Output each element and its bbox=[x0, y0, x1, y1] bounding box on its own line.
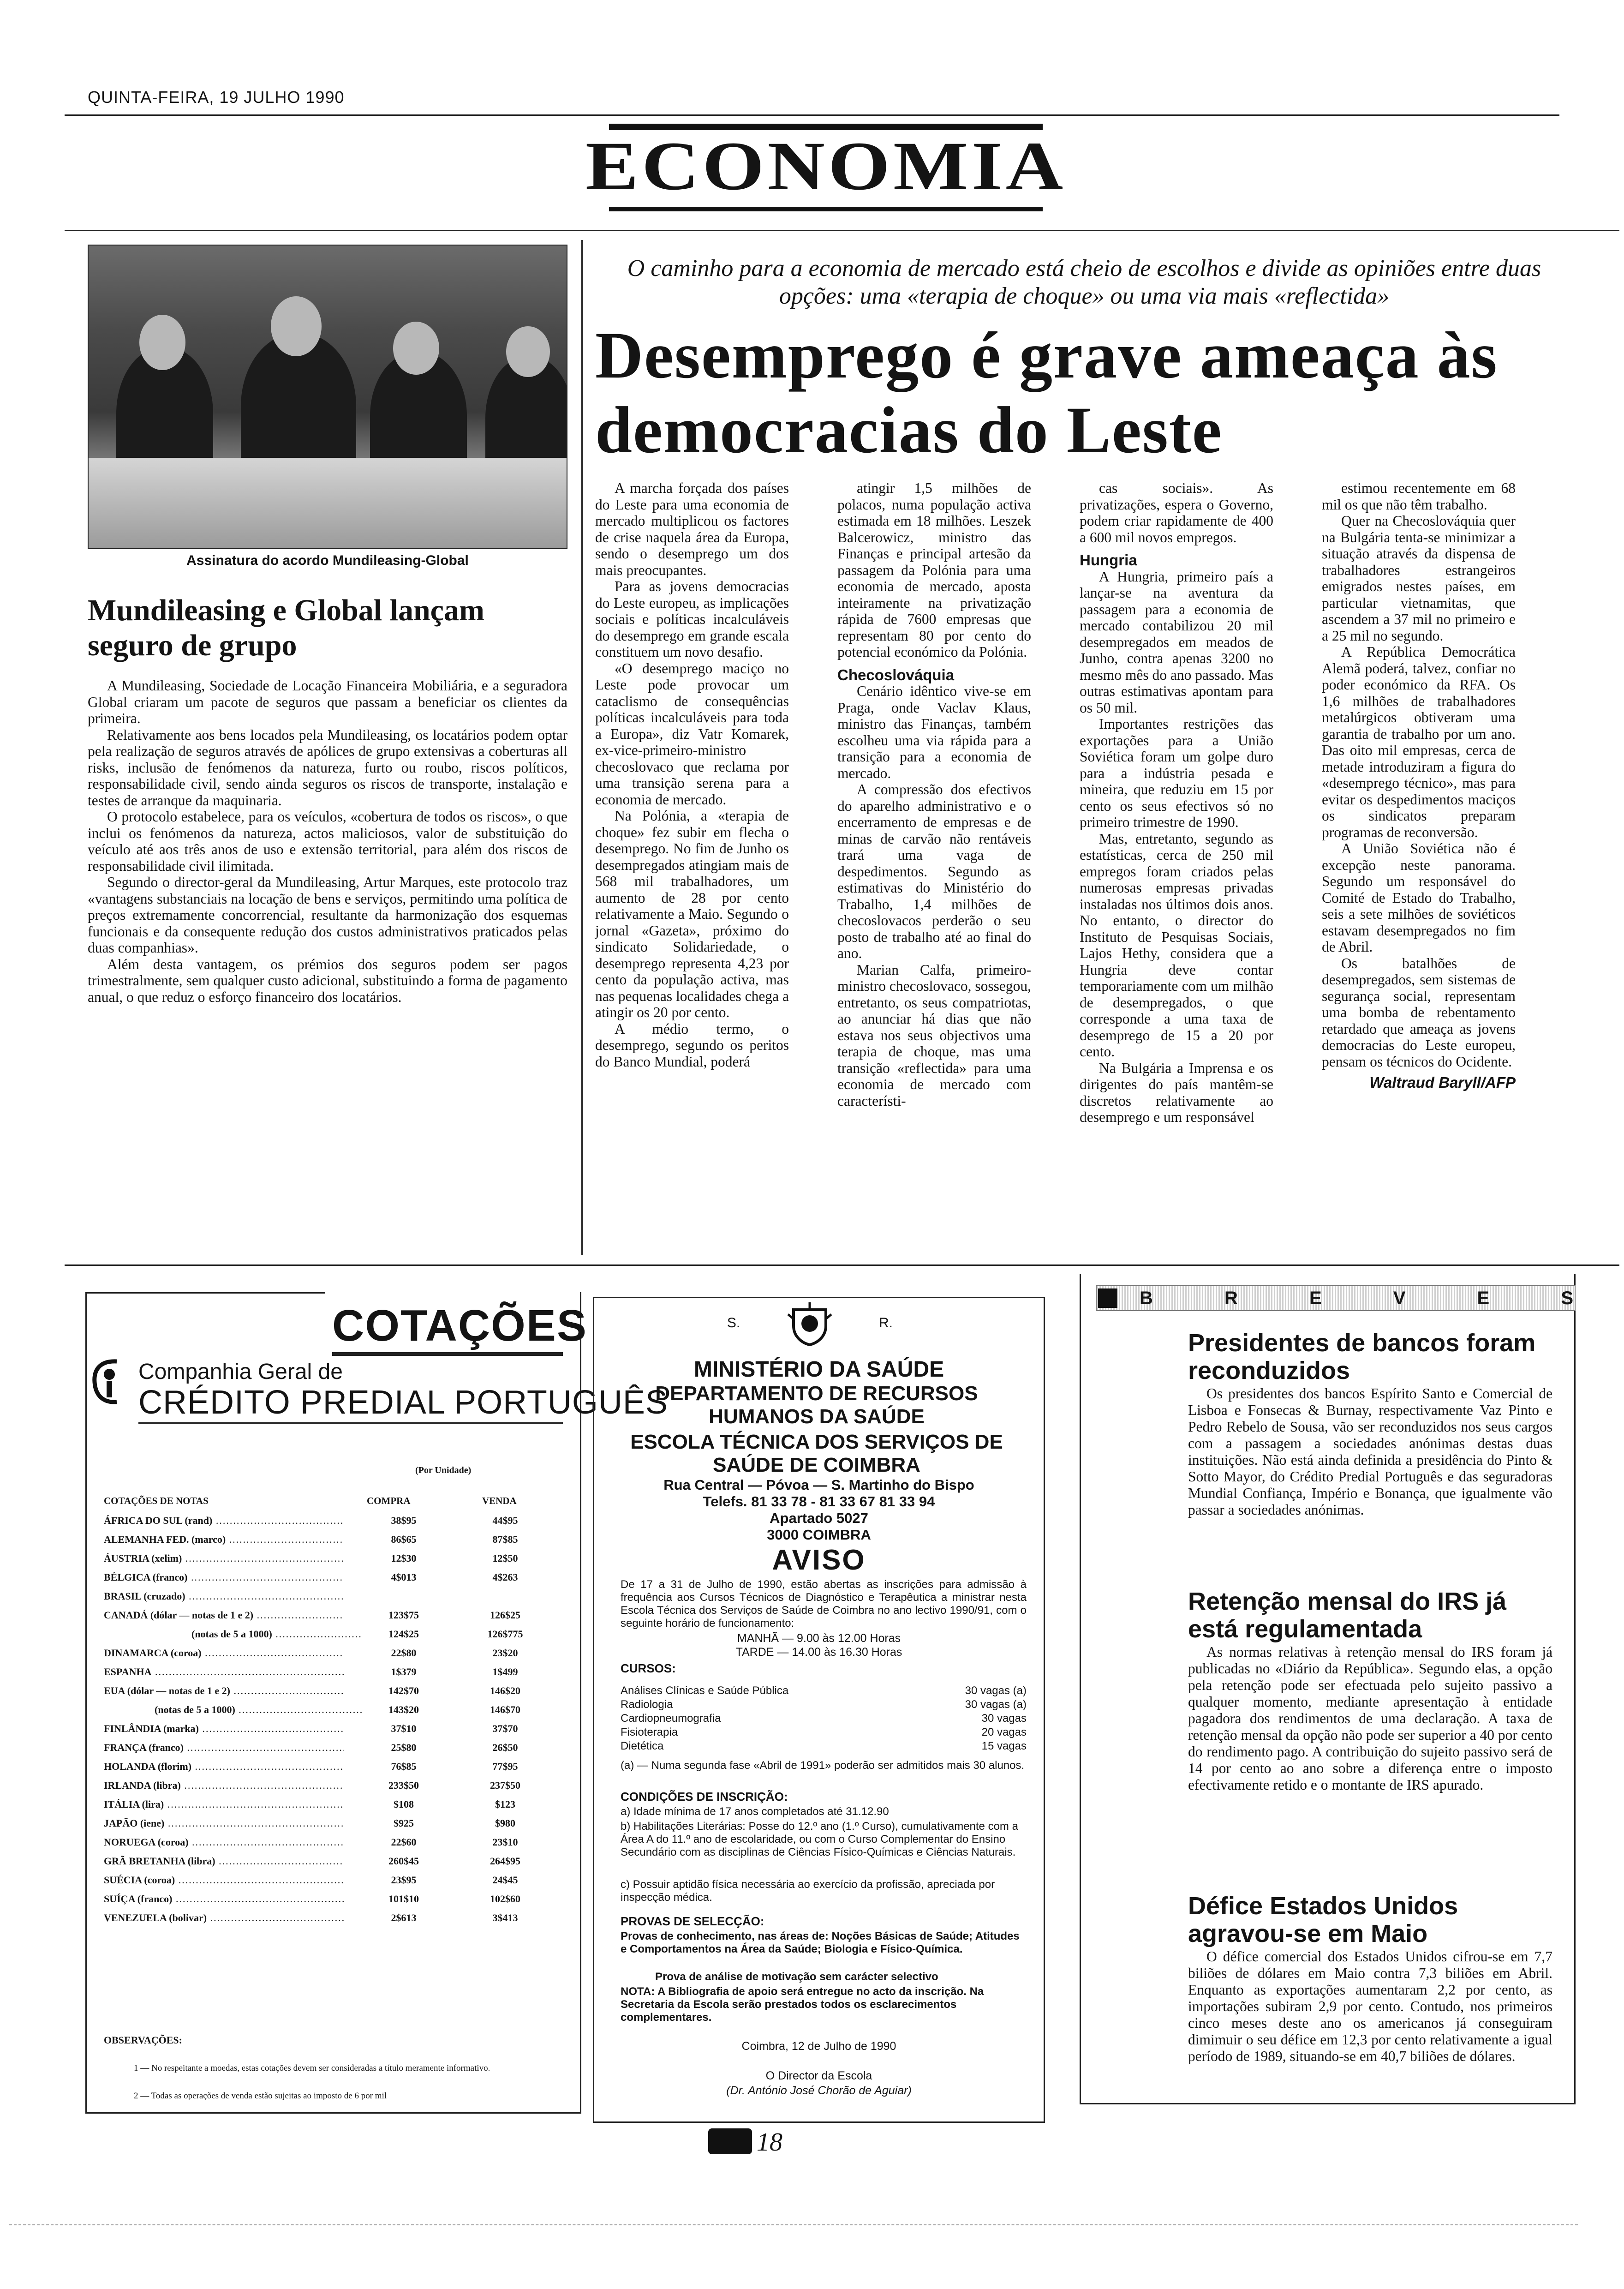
aviso-address-3: Apartado 5027 bbox=[770, 1510, 868, 1526]
paragraph: Mas, entretanto, segundo as estatísticas, cerca de 250 mil empregos foram criados pelas numerosas empresas privadas instaladas nos últimos dois anos. No entanto, o director do Instituto de Pesquisas Sociais, Lajos Hethy, considera que a Hungria deve contar temporariamente com um milhão de desempregados, o que corresponde a uma taxa de desemprego de 15 a 20 por cento. bbox=[1080, 830, 1273, 1060]
table-row: SUÉCIA (coroa) ..... 23$95 24$45 bbox=[104, 1874, 537, 1891]
observation-1: 1 — No respeitante a moedas, estas cotações devem ser consideradas a título meramente informativo. bbox=[134, 2063, 490, 2073]
photo-caption: Assinatura do acordo Mundileasing-Global bbox=[186, 553, 469, 568]
course-item: Cardiopneumografia 30 vagas bbox=[621, 1712, 1027, 1725]
conditions-title: CONDIÇÕES DE INSCRIÇÃO: bbox=[621, 1790, 788, 1804]
newspaper-logo-icon bbox=[708, 2128, 752, 2154]
aviso-place-date: Coimbra, 12 de Julho de 1990 bbox=[741, 2040, 896, 2053]
paragraph: Na Bulgária a Imprensa e os dirigentes do país mantêm-se discretos relativamente ao desemprego e um responsável bbox=[1080, 1060, 1273, 1125]
paragraph: Segundo o director-geral da Mundileasing, Artur Marques, este protocolo traz «vantagens substanciais na locação de bens e serviços, permitindo uma política de preços extremamente concorrencial, resultante da harmonização dos esquemas funcionais e da consequente redução dos custos administrativos praticados pelas duas companhias». bbox=[88, 874, 567, 956]
paragraph: Na Polónia, a «terapia de choque» fez subir em flecha o desemprego. No fim de Junho os desempregados atingiam mais de 568 mil trabalhadores, um aumento de 28 por cento relativamente a Maio. Segundo o jornal «Gazeta», próximo do sindicato Solidariedade, o desemprego representa 4,23 por cento da população activa, mas nas pequenas localidades chega a atingir os 20 por cento. bbox=[595, 808, 789, 1020]
course-item: Fisioterapia 20 vagas bbox=[621, 1726, 1027, 1738]
aviso-address-4: 3000 COIMBRA bbox=[767, 1527, 871, 1543]
left-story-headline: Mundileasing e Global lançam seguro de grupo bbox=[88, 593, 484, 662]
table-row: NORUEGA (coroa) ..... 22$60 23$10 bbox=[104, 1836, 537, 1853]
courses-title: CURSOS: bbox=[621, 1661, 676, 1675]
table-row: ÁFRICA DO SUL (rand) ..... 38$95 44$95 bbox=[104, 1515, 537, 1531]
aviso-morning: MANHÃ — 9.00 às 12.00 Horas bbox=[737, 1632, 901, 1645]
paragraph: Cenário idêntico vive-se em Praga, onde Vaclav Klaus, ministro das Finanças, também escolheu uma via rápida para a transição para a economia de mercado. bbox=[837, 683, 1031, 781]
col-header-sell: VENDA bbox=[482, 1495, 517, 1506]
table-row: JAPÃO (iene) ..... $925 $980 bbox=[104, 1817, 537, 1834]
aviso-signer-name: (Dr. António José Chorão de Aguiar) bbox=[726, 2084, 912, 2097]
paragraph: A médio termo, o desemprego, segundo os peritos do Banco Mundial, poderá bbox=[595, 1020, 789, 1070]
breve-text: Os presidentes dos bancos Espírito Santo e Comercial de Lisboa e Fonsecas & Burnay, respectivamente Vaz Pinto e Pedro Rebelo de Sousa, vão ser reconduzidos nos seus cargos com a passagem a sociedades anónimas destas duas instituições. Não está ainda definida a presidência do Pinto & Sotto Mayor, do Crédito Predial Português e das seguradoras Mundial Confiança, Império e Bonança, que igualmente vão passar a sociedades anónimas. bbox=[1188, 1385, 1552, 1518]
table-row: DINAMARCA (coroa) ..... 22$80 23$20 bbox=[104, 1647, 537, 1664]
company-name: CRÉDITO PREDIAL PORTUGUÊS bbox=[138, 1384, 668, 1421]
table-row: ESPANHA ..... 1$379 1$499 bbox=[104, 1666, 537, 1683]
aviso-afternoon: TARDE — 14.00 às 16.30 Horas bbox=[735, 1646, 902, 1659]
paragraph: A marcha forçada dos países do Leste para uma economia de mercado multiplicou os factores de crise naquela área da Europa, sendo o desemprego um dos mais preocupantes. bbox=[595, 480, 789, 578]
table-row: FINLÂNDIA (marka) ..... 37$10 37$70 bbox=[104, 1723, 537, 1739]
bottom-section-rule bbox=[65, 1264, 1619, 1266]
paragraph: atingir 1,5 milhões de polacos, numa população activa estimada em 18 milhões. Leszek Balcerowicz, ministro das Finanças e principal artesão da passagem da Polónia para uma economia de mercado, aposta inteiramente na privatização rápida de 7600 empresas que representam 80 por cento do potencial económico da Polónia. bbox=[837, 480, 1031, 660]
course-item: Análises Clínicas e Saúde Pública 30 vagas (a) bbox=[621, 1684, 1027, 1697]
breve-headline: Défice Estados Unidos agravou-se em Maio bbox=[1188, 1892, 1458, 1947]
paragraph: A Hungria, primeiro país a lançar-se na aventura da passagem para a economia de mercado contabilizou 20 mil desempregados em meados de Junho, contra apenas 3200 no mesmo mês do ano passado. Mas outras estimativas apontam para os 50 mil. bbox=[1080, 568, 1273, 716]
company-rule bbox=[138, 1422, 563, 1424]
paragraph: Quer na Checoslováquia quer na Bulgária tenta-se minimizar a situação através da dispensa de trabalhadores estrangeiros emigrados nestes países, em particular vietnamitas, que ascendem a 37 mil no primeiro e a 25 mil no segundo. bbox=[1322, 513, 1516, 644]
paragraph: A República Democrática Alemã poderá, talvez, confiar no poder económico da RFA. Os 1,6 milhões de trabalhadores metalúrgicos obtiveram uma garantia de trabalho por um ano. Das oito mil empresas, cerca de metade introduziram a figura do «desemprego técnico», mas para evitar os despedimentos maciços os sindicatos preparam programas de reconversão. bbox=[1322, 644, 1516, 840]
condition-item: b) Habilitações Literárias: Posse do 12.º ano (1.º Curso), cumulativamente com a Área A do 11.º ano de escolaridade, ou com o Curso Complementar do Ensino Secundário com as disciplinas de Ciências Físico-Químicas e Ciências Naturais. bbox=[621, 1820, 1018, 1858]
observation-2: 2 — Todas as operações de venda estão sujeitas ao imposto de 6 por mil bbox=[134, 2091, 387, 2101]
col-header-buy: COMPRA bbox=[367, 1495, 411, 1506]
aviso-address-1: Rua Central — Póvoa — S. Martinho do Bispo bbox=[663, 1477, 974, 1493]
table-row: VENEZUELA (bolivar) ..... 2$613 3$413 bbox=[104, 1912, 537, 1929]
aviso-signer-title: O Director da Escola bbox=[765, 2069, 872, 2082]
table-row: (notas de 5 a 1000) ..... 124$25 126$775 bbox=[104, 1628, 537, 1645]
aviso-ministry: MINISTÉRIO DA SAÚDE bbox=[693, 1357, 944, 1382]
aviso-intro: De 17 a 31 de Julho de 1990, estão abertas as inscrições para admissão à frequência aos Cursos Técnicos de Diagnóstico e Terapêutica a ministrar nesta Escola Técnica dos Serviços de Saúde de Coimbra no ano lectivo 1990/91, com o seguinte horário de funcionamento: bbox=[621, 1578, 1027, 1630]
paragraph: cas sociais». As privatizações, espera o Governo, podem criar rapidamente de 400 a 600 mil novos empregos. bbox=[1080, 480, 1273, 545]
cotacoes-top-rule bbox=[85, 1292, 325, 1294]
col-header-name: COTAÇÕES DE NOTAS bbox=[104, 1495, 209, 1506]
section-rule bbox=[65, 230, 1619, 231]
column-divider bbox=[581, 240, 583, 1255]
main-story-col-2 bbox=[837, 480, 1031, 1109]
aviso-department: DEPARTAMENTO DE RECURSOS HUMANOS DA SAÚDE bbox=[655, 1382, 978, 1428]
table-row: BRASIL (cruzado) ..... bbox=[104, 1590, 537, 1607]
selection-item: Prova de análise de motivação sem carácter selectivo bbox=[655, 1971, 938, 1983]
aviso-s: S. bbox=[727, 1315, 740, 1330]
breve-headline: Presidentes de bancos foram reconduzidos bbox=[1188, 1329, 1536, 1384]
table-row: ALEMANHA FED. (marco) ..... 86$65 87$85 bbox=[104, 1534, 537, 1550]
page-number: 18 bbox=[757, 2128, 782, 2157]
aviso-r: R. bbox=[879, 1315, 893, 1330]
byline: Waltraud Baryll/AFP bbox=[1369, 1074, 1516, 1091]
breves-label: B R E V E S bbox=[1140, 1288, 1573, 1308]
cotacoes-title-bar bbox=[332, 1352, 563, 1356]
breve-headline: Retenção mensal do IRS já está regulamentada bbox=[1188, 1588, 1507, 1643]
table-row: IRLANDA (libra) ..... 233$50 237$50 bbox=[104, 1780, 537, 1796]
paragraph: A Mundileasing, Sociedade de Locação Financeira Mobiliária, e a seguradora Global criaram um pacote de seguros que passam a beneficiar os clientes da primeira. bbox=[88, 677, 567, 726]
aviso-title: AVISO bbox=[772, 1544, 866, 1576]
unit-note: (Por Unidade) bbox=[415, 1465, 472, 1475]
page-dateline: QUINTA-FEIRA, 19 JULHO 1990 bbox=[88, 88, 345, 107]
table-row: ÁUSTRIA (xelim) ..... 12$30 12$50 bbox=[104, 1552, 537, 1569]
table-row: GRÃ BRETANHA (libra) ..... 260$45 264$95 bbox=[104, 1855, 537, 1872]
observations-title: OBSERVAÇÕES: bbox=[104, 2034, 182, 2046]
table-row: ITÁLIA (lira) ..... $108 $123 bbox=[104, 1798, 537, 1815]
page-edge-mark bbox=[9, 2224, 1578, 2225]
masthead-bar-bottom bbox=[609, 207, 1043, 211]
selection-item: Provas de conhecimento, nas áreas de: Noções Básicas de Saúde; Atitudes e Comportamentos na Área da Saúde; Biologia e Físico-Química. bbox=[621, 1930, 1020, 1955]
aviso-school: ESCOLA TÉCNICA DOS SERVIÇOS DE SAÚDE DE COIMBRA bbox=[630, 1431, 1003, 1476]
selection-title: PROVAS DE SELECÇÃO: bbox=[621, 1914, 764, 1928]
header-rule bbox=[65, 114, 1559, 116]
table-row: FRANÇA (franco) ..... 25$80 26$50 bbox=[104, 1742, 537, 1758]
subheading: Checoslováquia bbox=[837, 666, 955, 683]
selection-note: NOTA: A Bibliografia de apoio será entregue no acto da inscrição. Na Secretaria da Escola serão prestados todos os esclarecimentos complementares. bbox=[621, 1985, 984, 2024]
main-story-kicker: O caminho para a economia de mercado está cheio de escolhos e divide as opiniões entre duas opções: uma «terapia de choque» ou uma via mais «reflectida» bbox=[627, 255, 1541, 309]
signing-photo bbox=[88, 245, 567, 549]
paragraph: Marian Calfa, primeiro-ministro checoslovaco, sossegou, entretanto, os seus compatriotas, ao anunciar há dias que não estava nos seus objectivos uma terapia de choque, mas uma transição «reflectida» para uma economia de mercado com característi- bbox=[837, 961, 1031, 1109]
coat-of-arms-icon bbox=[784, 1300, 835, 1347]
main-story-col-4 bbox=[1322, 480, 1516, 1091]
course-item: Radiologia 30 vagas (a) bbox=[621, 1698, 1027, 1711]
table-row: SUÍÇA (franco) ..... 101$10 102$60 bbox=[104, 1893, 537, 1910]
subheading: Hungria bbox=[1080, 551, 1137, 569]
condition-item: a) Idade mínima de 17 anos completados até 31.12.90 bbox=[621, 1805, 889, 1818]
paragraph: Importantes restrições das exportações para a União Soviética foram um golpe duro para a indústria pesada e mineira, que reduziu em 15 por cento os seus efectivos só no primeiro trimestre de 1990. bbox=[1080, 716, 1273, 830]
table-row: (notas de 5 a 1000) ..... 143$20 146$70 bbox=[104, 1704, 537, 1720]
paragraph: «O desemprego maciço no Leste pode provocar um cataclismo de consequências políticas incalculáveis para toda a Europa», diz Vatr Komarek, ex-vice-primeiro-ministro checoslovaco que reclama por uma transição serena para a economia de mercado. bbox=[595, 660, 789, 808]
paragraph: O protocolo estabelece, para os veículos, «cobertura de todos os riscos», o que inclui os fenómenos da natureza, actos maliciosos, valor de substituição do veículo até aos três anos de uso e extensão territorial, para além dos riscos de responsabilidade civil ilimitada. bbox=[88, 809, 567, 874]
aviso-note-a: (a) — Numa segunda fase «Abril de 1991» poderão ser admitidos mais 30 alunos. bbox=[621, 1759, 1025, 1772]
paragraph: A compressão dos efectivos do aparelho administrativo e o encerramento de empresas e de minas de carvão não rentáveis trará uma vaga de despedimentos. Segundo as estimativas do Ministério do Trabalho, 1,4 milhões de checoslovacos perderão o seu posto de trabalho até ao final do ano. bbox=[837, 781, 1031, 961]
section-masthead: ECONOMIA bbox=[585, 128, 1067, 204]
condition-item: c) Possuir aptidão física necessária ao exercício da profissão, apreciada por inspecção médica. bbox=[621, 1878, 995, 1904]
main-story-col-1 bbox=[595, 480, 789, 1070]
paragraph: Os batalhões de desempregados, sem sistemas de segurança social, representam uma bomba de rebentamento retardado que ameaça as jovens democracias do Leste europeu, pensam os técnicos do Ocidente. bbox=[1322, 955, 1516, 1070]
cotacoes-title: COTAÇÕES bbox=[332, 1301, 587, 1350]
main-story-col-3 bbox=[1080, 480, 1273, 1126]
breve-text: As normas relativas à retenção mensal do IRS foram já publicadas no «Diário da República». Segundo elas, a opção pela retenção pode ser efectuada pelo sujeito passivo a qualquer momento, mediante apresentação à entidade pagadora dos rendimentos de uma declaração. A taxa de retenção mensal da opção não pode ser superior a 40 por cento do rendimento pago. A contribuição do sujeito passivo será de 14 por cento ao ano sobre a diferença entre o imposto efectivamente retido e o montante de IRS apurado. bbox=[1188, 1644, 1552, 1793]
table-row: EUA (dólar — notas de 1 e 2) ..... 142$70 146$20 bbox=[104, 1685, 537, 1702]
paragraph: Relativamente aos bens locados pela Mundileasing, os locatários podem optar pela realização de seguros através de apólices de grupo extensivas a coberturas all risks, inclusão de fenómenos da natureza, furto ou roubo, riscos políticos, responsabilidade civil, sendo ainda seguros os riscos de transporte, instalação e testes de arranque da maquinaria. bbox=[88, 726, 567, 809]
paragraph: Para as jovens democracias do Leste europeu, as implicações sociais e políticas incalculáveis do desemprego em grande escala constituem um novo desafio. bbox=[595, 578, 789, 660]
paragraph: estimou recentemente em 68 mil os que não têm trabalho. bbox=[1322, 480, 1516, 513]
course-item: Dietética 15 vagas bbox=[621, 1740, 1027, 1752]
breve-text: O défice comercial dos Estados Unidos cifrou-se em 7,7 biliões de dólares em Maio contra 7,3 biliões em Abril. Enquanto as exportações aumentaram 2,2 por cento, as importações subiram 2,9 por cento. Contudo, nos primeiros cinco meses deste ano os americanos já conseguiram dimimuir o seu défice em 12,3 por cento relativamente a igual período de 1989, situando-se em 40,7 biliões de dólares. bbox=[1188, 1948, 1552, 2064]
credito-predial-logo-icon bbox=[90, 1357, 122, 1408]
table-row: HOLANDA (florim) ..... 76$85 77$95 bbox=[104, 1761, 537, 1777]
paragraph: A União Soviética não é excepção neste panorama. Segundo um responsável do Comité de Estado do Trabalho, seis a sete milhões de soviéticos estavam desempregados no fim de Abril. bbox=[1322, 840, 1516, 955]
left-story-body bbox=[88, 677, 567, 1005]
breves-square-icon bbox=[1098, 1288, 1117, 1308]
paragraph: Além desta vantagem, os prémios dos seguros podem ser pagos trimestralmente, sem qualquer custo adicional, substituindo a forma de pagamento anual, o que reduz o esforço financeiro dos locatários. bbox=[88, 956, 567, 1005]
aviso-address-2: Telefs. 81 33 78 - 81 33 67 81 33 94 bbox=[703, 1493, 935, 1510]
table-row: CANADÁ (dólar — notas de 1 e 2) ..... 123$75 126$25 bbox=[104, 1609, 537, 1626]
table-row: BÉLGICA (franco) ..... 4$013 4$263 bbox=[104, 1571, 537, 1588]
main-story-headline: Desemprego é grave ameaça às democracias do Leste bbox=[595, 319, 1498, 467]
company-subtitle: Companhia Geral de bbox=[138, 1360, 343, 1384]
